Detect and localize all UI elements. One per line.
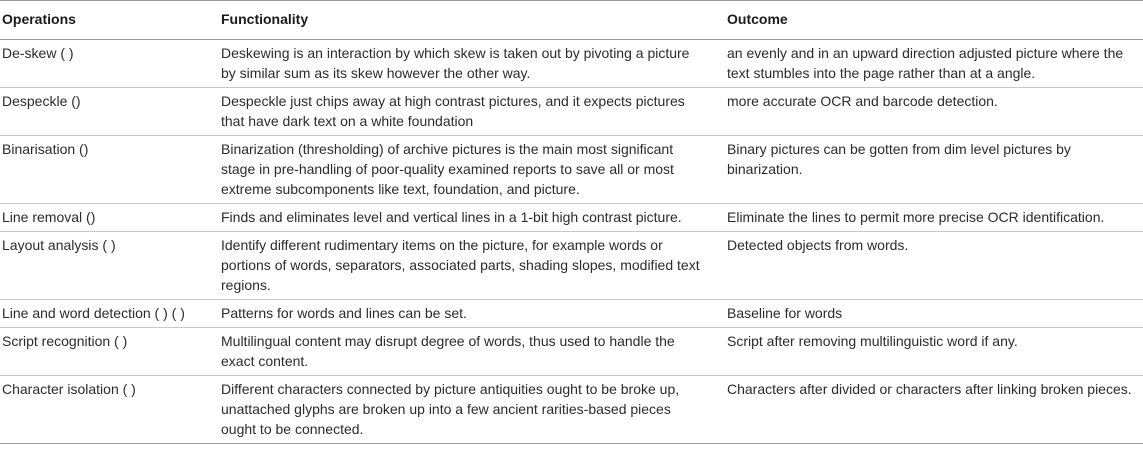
functionality-cell: Binarization (thresholding) of archive pictures is the main most significant stage in pre-handling of poor-quality examined reports to save all or most extreme subcomponents like text, foundation, and picture. — [221, 141, 674, 197]
functionality-cell: Deskewing is an interaction by which skew is taken out by pivoting a picture by similar sum as its skew however the other way. — [221, 45, 690, 81]
header-outcome: Outcome — [727, 11, 788, 27]
operation-cell: Despeckle () — [2, 93, 81, 109]
outcome-cell: Eliminate the lines to permit more precise OCR identification. — [727, 209, 1105, 225]
functionality-cell: Multilingual content may disrupt degree of words, thus used to handle the exact content. — [221, 333, 675, 369]
operation-cell: Layout analysis ( ) — [2, 237, 116, 253]
outcome-cell: Binary pictures can be gotten from dim level pictures by binarization. — [727, 141, 1071, 177]
functionality-cell: Different characters connected by picture antiquities ought to be broke up, unattached glyphs are broken up into a few ancient rarities-based pieces ought to be connected. — [221, 381, 680, 437]
table-row — [0, 376, 1143, 444]
operation-cell: Script recognition ( ) — [2, 333, 128, 349]
table-row — [0, 204, 1143, 232]
table-row — [0, 300, 1143, 328]
table-header — [0, 1, 1143, 40]
table-row — [0, 88, 1143, 136]
table-row — [0, 328, 1143, 376]
header-row — [0, 1, 1143, 40]
operation-cell: Line and word detection ( ) ( ) — [2, 305, 185, 321]
outcome-cell: Characters after divided or characters after linking broken pieces. — [727, 381, 1132, 397]
operation-cell: Character isolation ( ) — [2, 381, 136, 397]
outcome-cell: more accurate OCR and barcode detection. — [727, 93, 998, 109]
outcome-cell: an evenly and in an upward direction adjusted picture where the text stumbles into the page rather than at a angle. — [727, 45, 1124, 81]
operation-cell: De-skew ( ) — [2, 45, 74, 61]
table-row — [0, 40, 1143, 88]
outcome-cell: Detected objects from words. — [727, 237, 909, 253]
functionality-cell: Finds and eliminates level and vertical lines in a 1-bit high contrast picture. — [221, 209, 682, 225]
functionality-cell: Patterns for words and lines can be set. — [221, 305, 467, 321]
operation-cell: Binarisation () — [2, 141, 89, 157]
table-row — [0, 232, 1143, 300]
functionality-cell: Despeckle just chips away at high contrast pictures, and it expects pictures that have dark text on a white foundation — [221, 93, 685, 129]
functionality-cell: Identify different rudimentary items on the picture, for example words or portions of words, separators, associated parts, shading slopes, modified text regions. — [221, 237, 700, 293]
header-functionality: Functionality — [221, 11, 309, 27]
table-body — [0, 40, 1143, 444]
header-operations: Operations — [2, 11, 76, 27]
outcome-cell: Baseline for words — [727, 305, 843, 321]
operation-cell: Line removal () — [2, 209, 96, 225]
table-row — [0, 136, 1143, 204]
outcome-cell: Script after removing multilinguistic word if any. — [727, 333, 1018, 349]
